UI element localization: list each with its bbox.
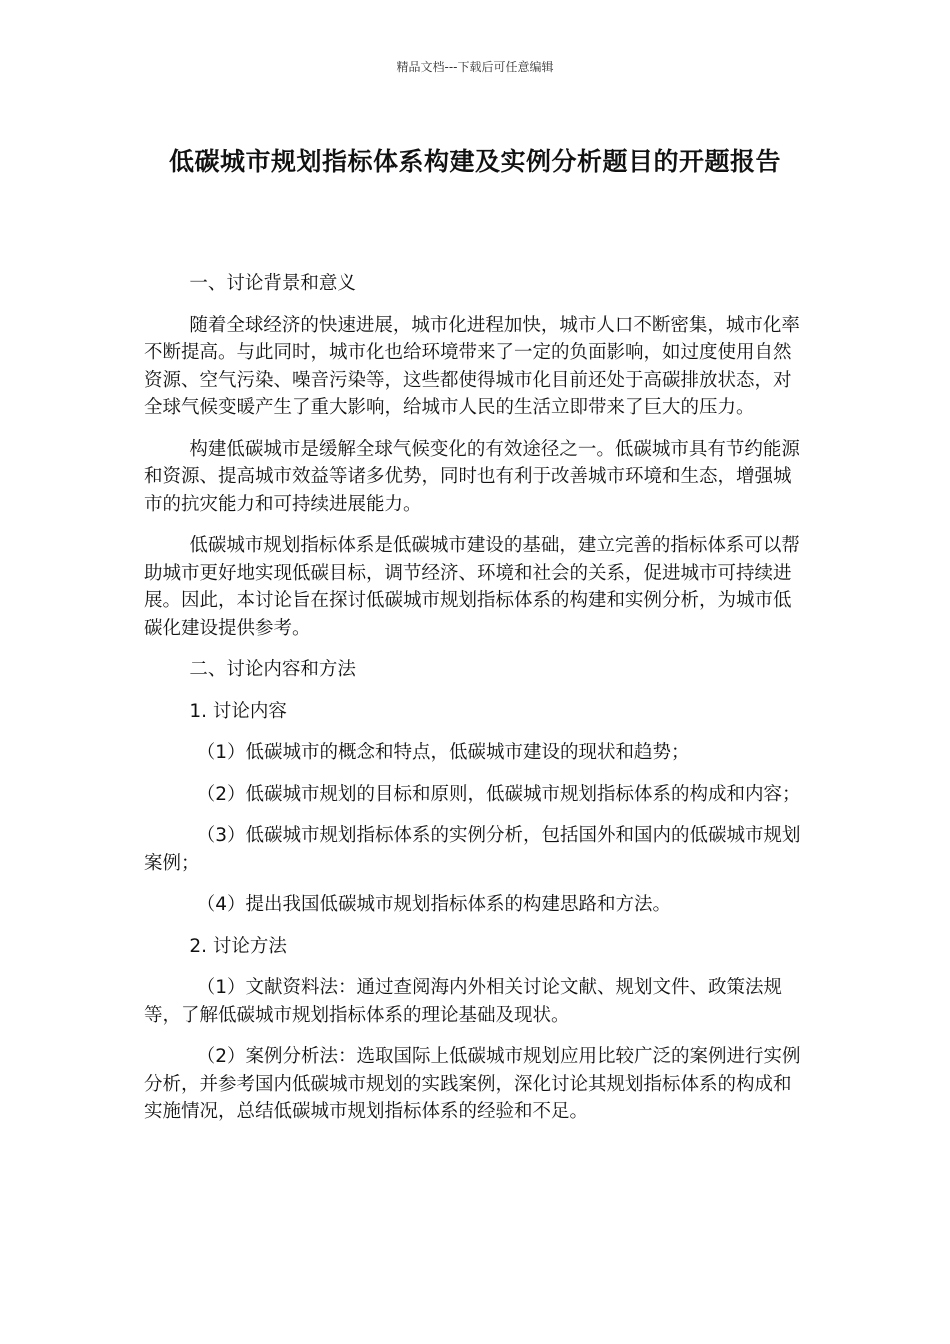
list-item-content-3: （3）低碳城市规划指标体系的实例分析，包括国外和国内的低碳城市规划案例； [144, 825, 801, 874]
subheading-method: 2. 讨论方法 [189, 935, 287, 957]
list-item-method-1: （1）文献资料法：通过查阅海内外相关讨论文献、规划文件、政策法规等，了解低碳城市规划指标体系的理论基础及现状。 [144, 977, 782, 1026]
paragraph-background-1: 随着全球经济的快速进展，城市化进程加快，城市人口不断密集，城市化率不断提高。与此同时，城市化也给环境带来了一定的负面影响，如过度使用自然资源、空气污染、噪音污染等，这些都使得城市化目前还处于高碳排放状态，对全球气候变暖产生了重大影响，给城市人民的生活立即带来了巨大的压力。 [144, 314, 800, 418]
section-heading-content-method: 二、讨论内容和方法 [189, 659, 356, 680]
paragraph-background-3: 低碳城市规划指标体系是低碳城市建设的基础，建立完善的指标体系可以帮助城市更好地实现低碳目标，调节经济、环境和社会的关系，促进城市可持续进展。因此，本讨论旨在探讨低碳城市规划指标体系的构建和实例分析，为城市低碳化建设提供参考。 [144, 535, 800, 639]
list-item-content-2: （2）低碳城市规划的目标和原则，低碳城市规划指标体系的构成和内容； [196, 783, 801, 805]
document-title: 低碳城市规划指标体系构建及实例分析题目的开题报告 [168, 147, 781, 176]
list-item-method-2: （2）案例分析法：选取国际上低碳城市规划应用比较广泛的案例进行实例分析，并参考国内低碳城市规划的实践案例，深化讨论其规划指标体系的构成和实施情况，总结低碳城市规划指标体系的经验和不足。 [144, 1046, 801, 1122]
list-item-content-4: （4）提出我国低碳城市规划指标体系的构建思路和方法。 [196, 894, 671, 915]
paragraph-background-2: 构建低碳城市是缓解全球气候变化的有效途径之一。低碳城市具有节约能源和资源、提高城市效益等诸多优势，同时也有利于改善城市环境和生态，增强城市的抗灾能力和可持续进展能力。 [144, 438, 800, 515]
header-note: 精品文档---下载后可任意编辑 [396, 60, 554, 74]
section-heading-background: 一、讨论背景和意义 [189, 273, 356, 294]
document-body [144, 270, 808, 1140]
list-item-content-1: （1）低碳城市的概念和特点，低碳城市建设的现状和趋势； [196, 742, 690, 763]
subheading-content: 1. 讨论内容 [189, 700, 287, 722]
